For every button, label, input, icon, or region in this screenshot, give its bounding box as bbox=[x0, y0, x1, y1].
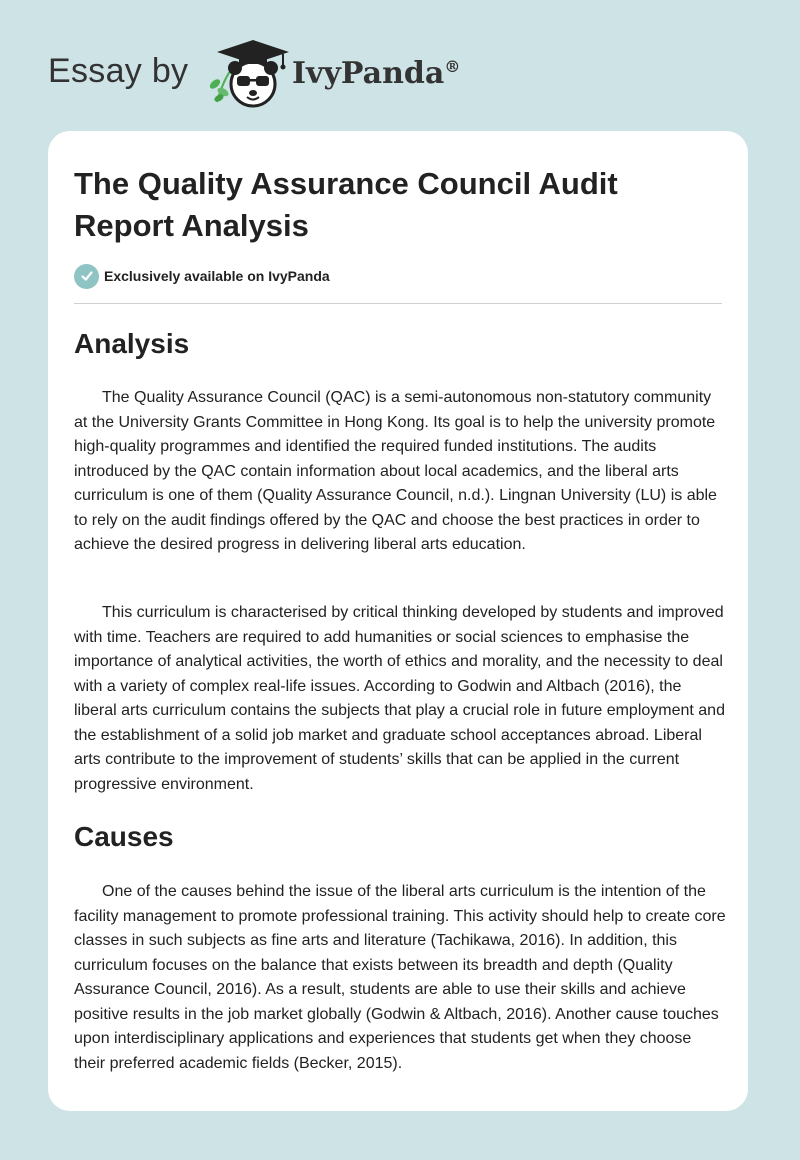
essay-card bbox=[48, 131, 748, 1111]
paragraph: The Quality Assurance Council (QAC) is a semi-autonomous non-statutory community at the University Grants Committee in Hong Kong. Its goal is to help the university promote high-quality programmes and identified the required funded institutions. The audits introduced by the QAC contain information about local academics, and the liberal arts curriculum is one of them (Quality Assurance Council, n.d.). Lingnan University (LU) is able to rely on the audit findings offered by the QAC and choose the best practices in order to achieve the desired progress in delivering liberal arts education. bbox=[74, 389, 717, 553]
registered-mark: ® bbox=[444, 57, 461, 76]
section-heading-causes: Causes bbox=[74, 821, 174, 852]
essay-by-label: Essay by bbox=[48, 52, 189, 90]
ivypanda-brand[interactable] bbox=[292, 56, 460, 91]
exclusive-badge bbox=[74, 263, 330, 289]
exclusive-label: Exclusively available on IvyPanda bbox=[104, 268, 330, 284]
check-icon bbox=[74, 264, 99, 289]
paragraph: One of the causes behind the issue of the liberal arts curriculum is the intention of the facility management to promote professional training. This activity should help to create core classes in such subjects as fine arts and literature (Tachikawa, 2016). In addition, this curriculum focuses on the balance that exists between its breadth and depth (Quality Assurance Council, 2016). As a result, students are able to use their skills and achieve positive results in the job market globally (Godwin & Altbach, 2016). Another cause touches upon interdisciplinary applications and experiences that students get when they choose their preferred academic fields (Becker, 2015). bbox=[74, 883, 726, 1072]
panda-logo-icon[interactable] bbox=[203, 36, 293, 108]
site-header bbox=[48, 36, 648, 116]
page-title: The Quality Assurance Council Audit Report Analysis bbox=[74, 166, 618, 243]
paragraph: This curriculum is characterised by critical thinking developed by students and improved with time. Teachers are required to add humanities or social sciences to emphasise the importance of analytical activities, the worth of ethics and morality, and the necessity to deal with a variety of complex real-life issues. According to Godwin and Altbach (2016), the liberal arts curriculum contains the subjects that play a crucial role in future employment and the establishment of a solid job market and graduate school acceptances abroad. Liberal arts contribute to the improvement of students’ skills that can be applied in the current progressive environment. bbox=[74, 604, 725, 793]
section-heading-analysis: Analysis bbox=[74, 328, 190, 359]
divider bbox=[74, 303, 722, 304]
brand-name: IvyPanda bbox=[292, 56, 445, 91]
